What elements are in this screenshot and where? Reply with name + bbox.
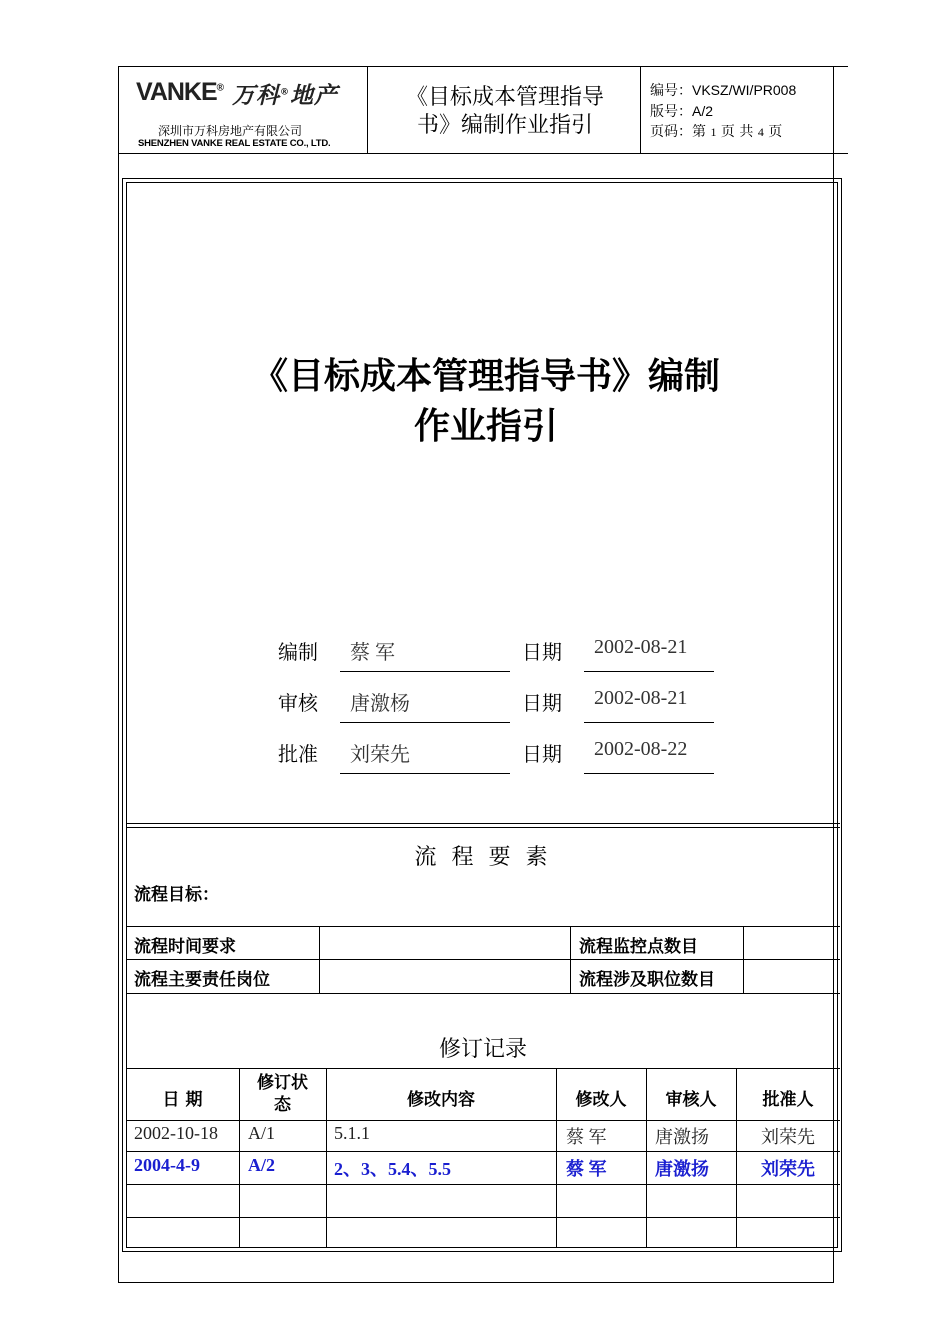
sig-date-label-compile: 日期: [522, 640, 562, 664]
process-time-label: 流程时间要求: [134, 937, 236, 957]
sig-date-compile: 2002-08-21: [594, 636, 688, 658]
col-content: 修改内容: [407, 1090, 475, 1110]
sig-name-approve: 刘荣先: [350, 744, 410, 766]
col-reviewer: 审核人: [665, 1090, 717, 1110]
responsible-role-label: 流程主要责任岗位: [134, 970, 270, 990]
revision-title: 修订记录: [438, 1037, 527, 1062]
logo-chinese: 万科®地产: [232, 83, 338, 109]
sig-name-review: 唐激杨: [350, 693, 410, 715]
company-name-cn: 深圳市万科房地产有限公司: [158, 124, 303, 138]
logo-word: VANKE®: [136, 78, 224, 106]
document-header: [118, 66, 848, 154]
header-meta: [650, 80, 796, 142]
monitor-points-label: 流程监控点数目: [579, 937, 698, 957]
sig-label-review: 审核: [278, 691, 318, 715]
col-date: 日 期: [162, 1090, 203, 1110]
sig-label-compile: 编制: [278, 640, 318, 664]
sig-name-compile: 蔡 军: [350, 642, 395, 664]
process-elements-title: 流 程 要 素: [414, 845, 552, 870]
process-goal-label: 流程目标：: [134, 885, 219, 905]
col-approver: 批准人: [762, 1090, 814, 1110]
sig-date-label-review: 日期: [522, 691, 562, 715]
sig-label-approve: 批准: [278, 742, 318, 766]
positions-count-label: 流程涉及职位数目: [579, 970, 715, 990]
section-divider: [126, 823, 840, 828]
sig-date-review: 2002-08-21: [594, 687, 688, 709]
col-status: 修订状 态: [257, 1073, 308, 1115]
sig-date-approve: 2002-08-22: [594, 738, 688, 760]
company-name-en: SHENZHEN VANKE REAL ESTATE CO., LTD.: [138, 138, 331, 149]
col-editor: 修改人: [575, 1090, 627, 1110]
page-number: 页码：第 1 页 共 4 页: [650, 124, 783, 140]
doc-number: 编号：VKSZ/WI/PR008: [650, 82, 797, 99]
sig-date-label-approve: 日期: [522, 742, 562, 766]
doc-version: 版号：A/2: [650, 103, 714, 120]
cover-title: 《目标成本管理指导书》编制 作业指引: [251, 356, 720, 447]
header-title: 《目标成本管理指导 书》编制作业指引: [405, 85, 604, 138]
